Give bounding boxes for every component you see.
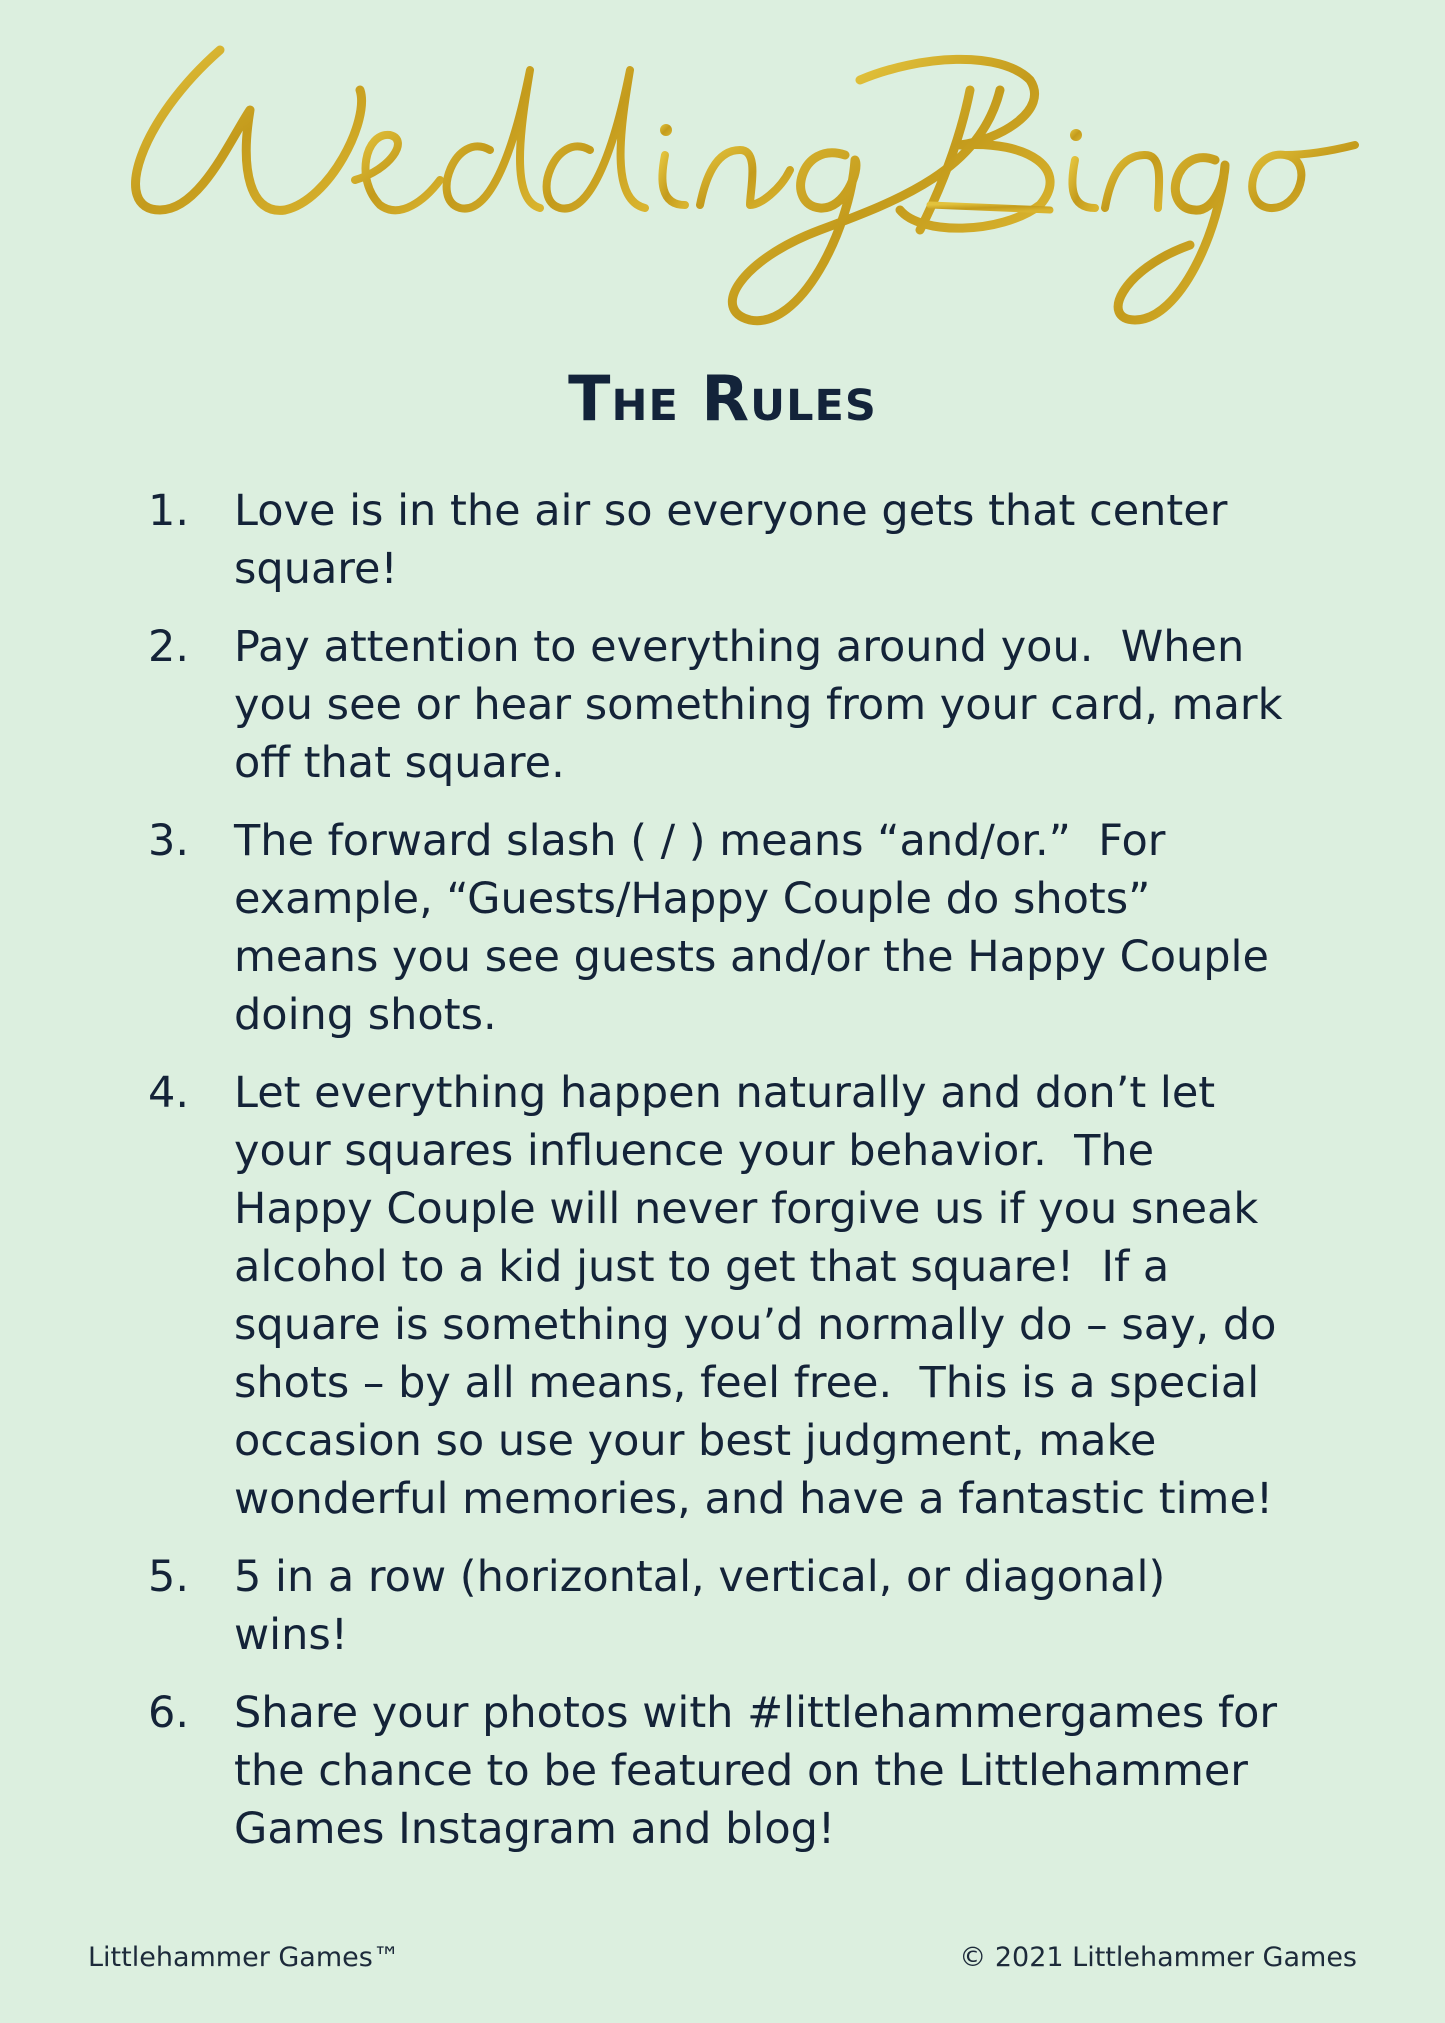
rule-number: 3. bbox=[148, 816, 190, 866]
rules-heading: The Rules bbox=[568, 362, 877, 435]
rule-item bbox=[148, 812, 1328, 1044]
rule-number: 2. bbox=[148, 622, 190, 672]
rule-number: 6. bbox=[148, 1688, 190, 1738]
rule-number: 5. bbox=[148, 1552, 190, 1602]
rule-text: 5 in a row (horizontal, vertical, or diagonal) wins! bbox=[234, 1552, 1166, 1660]
wedding-bingo-title bbox=[100, 30, 1370, 360]
script-title-art bbox=[100, 30, 1370, 360]
rule-text: Pay attention to everything around you. When you see or hear something from your card, mark off that square. bbox=[234, 622, 1283, 788]
rule-item bbox=[148, 1548, 1328, 1664]
rule-text: Let everything happen naturally and don’t let your squares influence your behavior. The Happy Couple will never forgive us if you sneak alcohol to a kid just to get that square! If a square is something you’d normally do – say, do shots – by all means, feel free. This is a special occasion so use your best judgment, make wonderful memories, and have a fantastic time! bbox=[234, 1068, 1277, 1524]
rule-text: Share your photos with #littlehammergames for the chance to be featured on the Littlehammer Games Instagram and blog! bbox=[234, 1688, 1278, 1854]
rule-text: Love is in the air so everyone gets that center square! bbox=[234, 486, 1228, 594]
rule-item bbox=[148, 618, 1328, 792]
footer-brand: Littlehammer Games™ bbox=[88, 1942, 400, 1973]
rule-number: 4. bbox=[148, 1068, 190, 1118]
footer-copyright: © 2021 Littlehammer Games bbox=[959, 1942, 1357, 1973]
rule-number: 1. bbox=[148, 486, 190, 536]
rules-list bbox=[148, 482, 1328, 1878]
rule-item bbox=[148, 482, 1328, 598]
rule-item bbox=[148, 1064, 1328, 1528]
rule-text: The forward slash ( / ) means “and/or.” For example, “Guests/Happy Couple do shots” means you see guests and/or the Happy Couple doing shots. bbox=[234, 816, 1269, 1040]
rule-item bbox=[148, 1684, 1328, 1858]
